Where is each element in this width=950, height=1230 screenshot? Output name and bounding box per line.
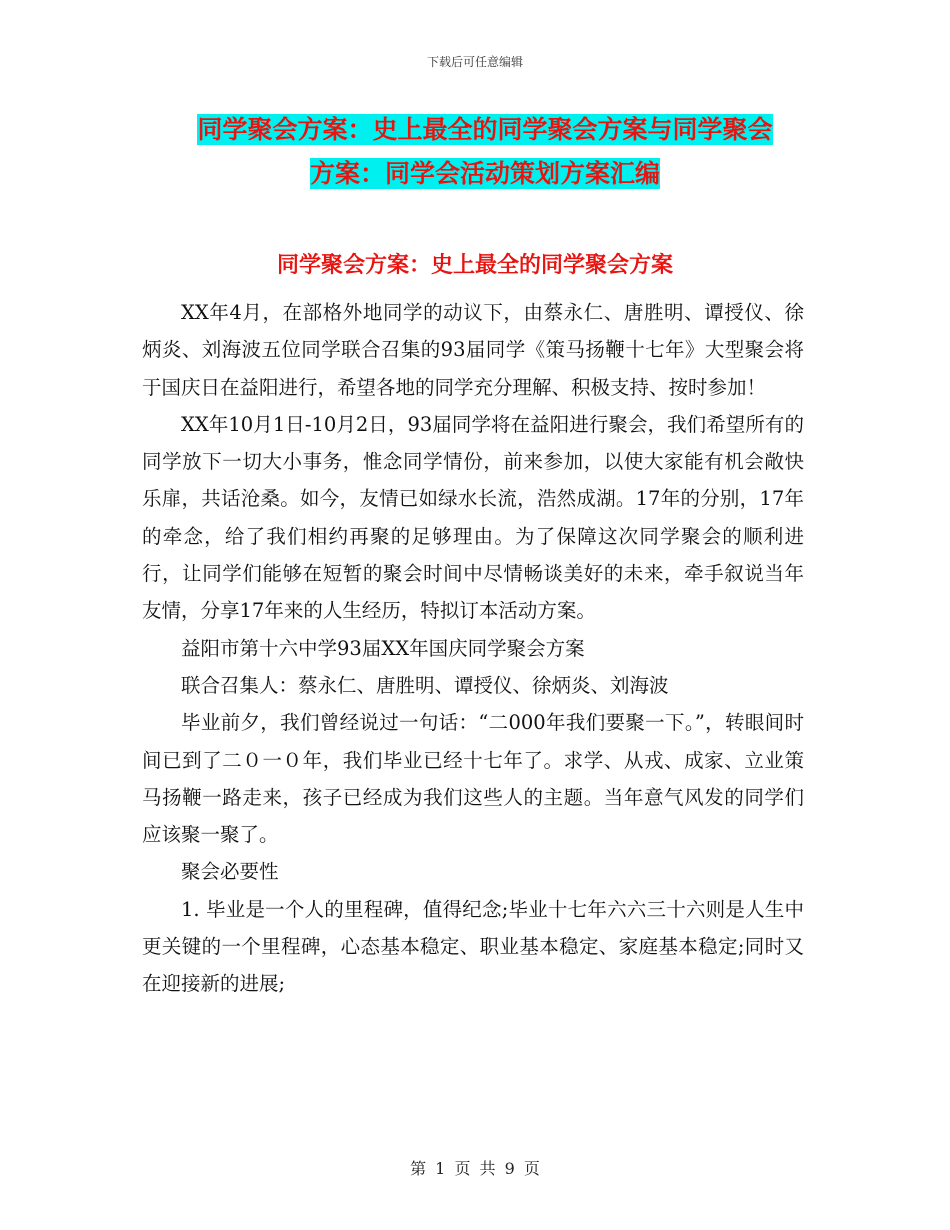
- paragraph-memory: 毕业前夕，我们曾经说过一句话：“二000年我们要聚一下。”，转眼间时间已到了二０一０年，我们毕业已经十七年了。求学、从戎、成家、立业策马扬鞭一路走来，孩子已经成为我们这些人的主题。当年意气风发的同学们应该聚一聚了。: [142, 711, 804, 847]
- document-body: [142, 294, 804, 1003]
- paragraph-intro: XX年4月，在部格外地同学的动议下，由蔡永仁、唐胜明、谭授仪、徐炳炎、刘海波五位同学联合召集的93届同学《策马扬鞭十七年》大型聚会将于国庆日在益阳进行，希望各地的同学充分理解、积极支持、按时参加！: [142, 301, 804, 399]
- paragraph-purpose: XX年10月1日-10月2日，93届同学将在益阳进行聚会，我们希望所有的同学放下一切大小事务，惟念同学情份，前来参加，以使大家能有机会敞快乐扉，共话沧桑。如今，友情已如绿水长流，浩然成湖。17年的分别，17年的牵念，给了我们相约再聚的足够理由。为了保障这次同学聚会的顺利进行，让同学们能够在短暂的聚会时间中尽情畅谈美好的未来，牵手叙说当年友情，分享17年来的人生经历，特拟订本活动方案。: [142, 412, 804, 623]
- paragraph-plan-name: 益阳市第十六中学93届XX年国庆同学聚会方案: [181, 636, 585, 660]
- paragraph-point-1: 1. 毕业是一个人的里程碑，值得纪念;毕业十七年六六三十六则是人生中更关键的一个里程碑，心态基本稳定、职业基本稳定、家庭基本稳定;同时又在迎接新的进展;: [142, 897, 804, 996]
- paragraph-subheading-necessity: 聚会必要性: [181, 860, 279, 884]
- document-title-line-2: 方案：同学会活动策划方案汇编: [309, 159, 660, 188]
- section-heading: 同学聚会方案：史上最全的同学聚会方案: [276, 253, 673, 278]
- document-title: [140, 108, 830, 196]
- page-footer: 第 1 页 共 9 页: [410, 1159, 540, 1178]
- header-note: 下载后可任意编辑: [426, 55, 523, 69]
- document-title-line-1: 同学聚会方案：史上最全的同学聚会方案与同学聚会: [197, 115, 773, 144]
- paragraph-conveners: 联合召集人：蔡永仁、唐胜明、谭授仪、徐炳炎、刘海波: [181, 673, 669, 697]
